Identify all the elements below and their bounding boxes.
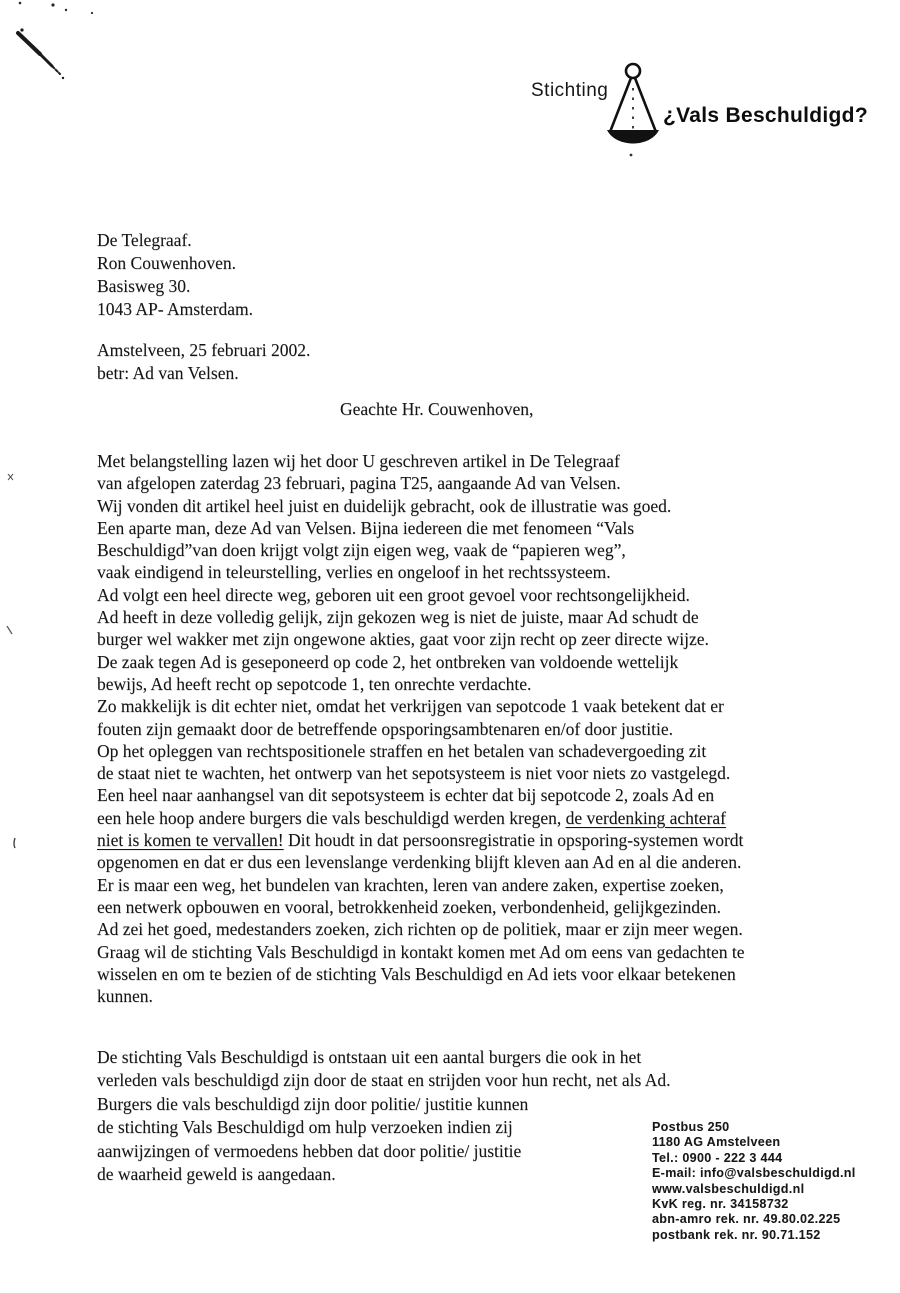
body-line: opgenomen en dat er dus een levenslange verdenking blijft kleven aan Ad en al die anderen.: [97, 852, 742, 873]
body-line: Ad heeft in deze volledig gelijk, zijn gekozen weg is niet de juiste, maar Ad schudt de: [97, 607, 699, 628]
footer-contact-line: E-mail: info@valsbeschuldigd.nl: [652, 1166, 856, 1181]
body-line: Graag wil de stichting Vals Beschuldigd in kontakt komen met Ad om eens van gedachten te: [97, 941, 745, 962]
text-segment: Dit houdt in dat persoonsregistratie in opsporing-systemen wordt: [283, 830, 744, 851]
closing-line: verleden vals beschuldigd zijn door de staat en strijden voor hun recht, net als Ad.: [97, 1070, 671, 1091]
scale-of-justice-icon: [602, 60, 664, 160]
body-line: Een heel naar aanhangsel van dit sepotsysteem is echter dat bij sepotcode 2, zoals Ad en: [97, 785, 715, 806]
pen-scratch-mark: [0, 0, 120, 100]
closing-line: Burgers die vals beschuldigd zijn door politie/ justitie kunnen: [97, 1093, 529, 1114]
footer-contact-line: postbank rek. nr. 90.71.152: [652, 1227, 821, 1242]
body-line: de staat niet te wachten, het ontwerp van het sepotsysteem is niet voor niets zo vastgelegd.: [97, 763, 731, 784]
body-line: Wij vonden dit artikel heel juist en duidelijk gebracht, ook de illustratie was goed.: [97, 495, 672, 516]
body-line: De zaak tegen Ad is geseponeerd op code 2, het ontbreken van voldoende wettelijk: [97, 651, 679, 672]
body-line: wisselen en om te bezien of de stichting Vals Beschuldigd en Ad iets voor elkaar betekenen: [97, 963, 736, 984]
recipient-address-block: [97, 229, 253, 321]
salutation: Geachte Hr. Couwenhoven,: [340, 399, 534, 419]
body-line: burger wel wakker met zijn ongewone akties, gaat voor zijn recht op zeer directe wijze.: [97, 629, 709, 650]
footer-contact-line: Postbus 250: [652, 1120, 730, 1134]
body-line: Met belangstelling lazen wij het door U geschreven artikel in De Telegraaf: [97, 451, 620, 471]
footer-contact-line: abn-amro rek. nr. 49.80.02.225: [652, 1212, 841, 1227]
body-line: fouten zijn gemaakt door de betreffende opsporingsambtenaren en/of door justitie.: [97, 718, 674, 739]
footer-contact-line: Tel.: 0900 - 222 3 444: [652, 1150, 783, 1165]
footer-contact-block: [652, 1120, 856, 1243]
body-line: een netwerk opbouwen en vooral, betrokkenheid zoeken, verbondenheid, gelijkgezinden.: [97, 896, 721, 917]
recipient-address-line: Ron Couwenhoven.: [97, 253, 237, 273]
recipient-address-line: Basisweg 30.: [97, 276, 191, 296]
closing-paragraph: [97, 1046, 670, 1186]
closing-line: De stichting Vals Beschuldigd is ontstaan uit een aantal burgers die ook in het: [97, 1047, 642, 1067]
footer-contact-line: KvK reg. nr. 34158732: [652, 1197, 789, 1212]
body-line: Zo makkelijk is dit echter niet, omdat het verkrijgen van sepotcode 1 vaak betekent dat er: [97, 696, 724, 717]
body-line: [97, 829, 745, 851]
logo-stichting-label: Stichting: [531, 80, 609, 101]
body-line: Een aparte man, deze Ad van Velsen. Bijna iedereen die met fenomeen “Vals: [97, 517, 635, 538]
logo-org-name: ¿Vals Beschuldigd?: [663, 104, 868, 127]
closing-line: de stichting Vals Beschuldigd om hulp verzoeken indien zij: [97, 1117, 513, 1138]
scan-noise-specks: [0, 460, 24, 880]
body-line: Op het opleggen van rechtspositionele straffen en het betalen van schadevergoeding zit: [97, 740, 707, 761]
body-line: vaak eindigend in teleurstelling, verlies en ongeloof in het rechtssysteem.: [97, 562, 611, 583]
body-line: Ad volgt een heel directe weg, geboren uit een groot gevoel voor rechtsongelijkheid.: [97, 584, 690, 605]
subject-line: betr: Ad van Velsen.: [97, 363, 239, 383]
underlined-text: de verdenking achteraf: [565, 807, 726, 828]
body-line: Ad zei het goed, medestanders zoeken, zich richten op de politiek, maar er zijn meer wegen.: [97, 919, 743, 940]
footer-contact-line: 1180 AG Amstelveen: [652, 1135, 781, 1150]
body-line: Er is maar een weg, het bundelen van krachten, leren van andere zaken, expertise zoeken,: [97, 874, 724, 895]
text-segment: een hele hoop andere burgers die vals beschuldigd werden kregen,: [97, 807, 566, 828]
body-line: [97, 807, 745, 829]
recipient-address-line: 1043 AP- Amsterdam.: [97, 299, 254, 319]
closing-line: aanwijzingen of vermoedens hebben dat door politie/ justitie: [97, 1140, 522, 1161]
letter-body: [97, 450, 745, 1007]
underlined-text: niet is komen te vervallen!: [97, 830, 284, 851]
date-line: Amstelveen, 25 februari 2002.: [97, 340, 311, 360]
footer-contact-line: www.valsbeschuldigd.nl: [652, 1181, 805, 1196]
recipient-address-line: De Telegraaf.: [97, 230, 192, 250]
body-line: van afgelopen zaterdag 23 februari, pagina T25, aangaande Ad van Velsen.: [97, 473, 621, 494]
body-line: kunnen.: [97, 986, 153, 1007]
date-subject-block: [97, 339, 310, 385]
body-line: Beschuldigd”van doen krijgt volgt zijn eigen weg, vaak de “papieren weg”,: [97, 540, 626, 561]
body-line: bewijs, Ad heeft recht op sepotcode 1, ten onrechte verdachte.: [97, 673, 532, 694]
closing-line: de waarheid geweld is aangedaan.: [97, 1164, 336, 1185]
